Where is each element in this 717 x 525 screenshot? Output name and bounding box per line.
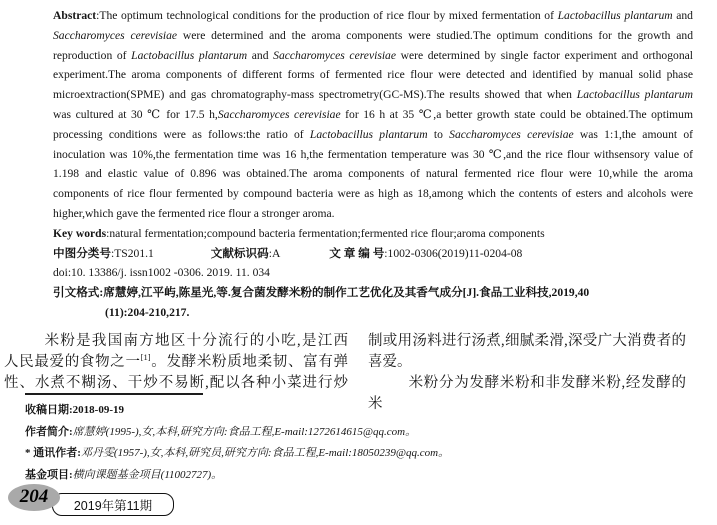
issue-badge	[52, 493, 174, 516]
page-footer	[8, 483, 228, 519]
body-line: 米粉是我国南方地区十分流行的小吃,是江西	[44, 333, 348, 349]
corresponding-author-line: * 通讯作者:邓丹雯(1957-),女,本科,研究员,研究方向:食品工程,E-mail:18050239@qq.com。	[25, 447, 450, 459]
classification-line	[53, 244, 693, 264]
issue-label: 2019年第11期	[73, 498, 153, 513]
body-line: 喜爱。	[368, 354, 412, 370]
body-line: 人民最爱的食物之一[1]。发酵米粉质地柔韧、富有弹	[4, 352, 349, 370]
citation-line-2: (11):204-210,217.	[105, 305, 190, 319]
page-number: 204	[19, 485, 49, 507]
page-number-badge	[8, 484, 60, 511]
body-line: 性、水煮不糊汤、干炒不易断,配以各种小菜进行炒	[4, 375, 348, 391]
received-date-line: 收稿日期:2018-09-19	[25, 404, 124, 416]
abstract-paragraph: Abstract:The optimum technological conditions for the production of rice flour by mixed fermentation of Lactobacillus plantarum and Saccharomyces cerevisiae were determined and the aroma components were studied.The optimum conditions for the growth and reproduction of Lactobacillus plantarum and Saccharomyces cerevisiae were determined by single factor experiment and orthogonal experiment.The aroma components of different forms of fermented rice flour were detected and identified by manual solid phase microextraction(SPME) and gas chromatography-mass spectrometry(GC-MS).The results showed that when Lactobacillus plantarum was cultured at 30 ℃ for 17.5 h,Saccharomyces cerevisiae for 16 h at 35 ℃,a better growth state could be obtained.The optimum processing conditions were as follows:the ratio of Lactobacillus plantarum to Saccharomyces cerevisiae was 1:1,the amount of inoculation was 10%,the fermentation time was 16 h,the fermentation temperature was 30 ℃,and the rice flour withsensory value of 1.198 and elastic value of 0.896 was obtained.The aroma components of natural fermented rice flour were 10,while the aroma components of rice flour fermented by compound bacteria were as high as 18,among which the contents of esters and alcohols were higher,which gave the fermented rice flour a stronger aroma.	[53, 9, 694, 220]
fund-project-line: 基金项目:横向课题基金项目(11002727)。	[25, 468, 223, 481]
body-line: 米粉分为发酵米粉和非发酵米粉,经发酵的米	[368, 375, 686, 412]
author-bio-line: 作者简介:席慧婷(1995-),女,本科,研究方向:食品工程,E-mail:1272614615@qq.com。	[25, 425, 417, 438]
body-line: 制或用汤料进行汤煮,细腻柔滑,深受广大消费者的	[368, 333, 686, 349]
citation-line-1: 引文格式:席慧婷,江平屿,陈星光,等.复合菌发酵米粉的制作工艺优化及其香气成分[J].食品工业科技,2019,40	[53, 286, 590, 300]
article-number: 文 章 编 号:1002-0306(2019)11-0204-08	[329, 246, 523, 260]
clc-number: 中图分类号:TS201.1	[53, 246, 154, 260]
keywords-line: Key words:natural fermentation;compound bacteria fermentation;fermented rice flour;aroma components	[53, 226, 545, 240]
doi-line: doi:10. 13386/j. issn1002 -0306. 2019. 11. 034	[53, 266, 270, 280]
document-code: 文献标识码:A	[210, 246, 281, 260]
abstract-section	[53, 6, 693, 323]
footnote-section	[25, 393, 691, 486]
footnote-divider	[25, 393, 203, 395]
